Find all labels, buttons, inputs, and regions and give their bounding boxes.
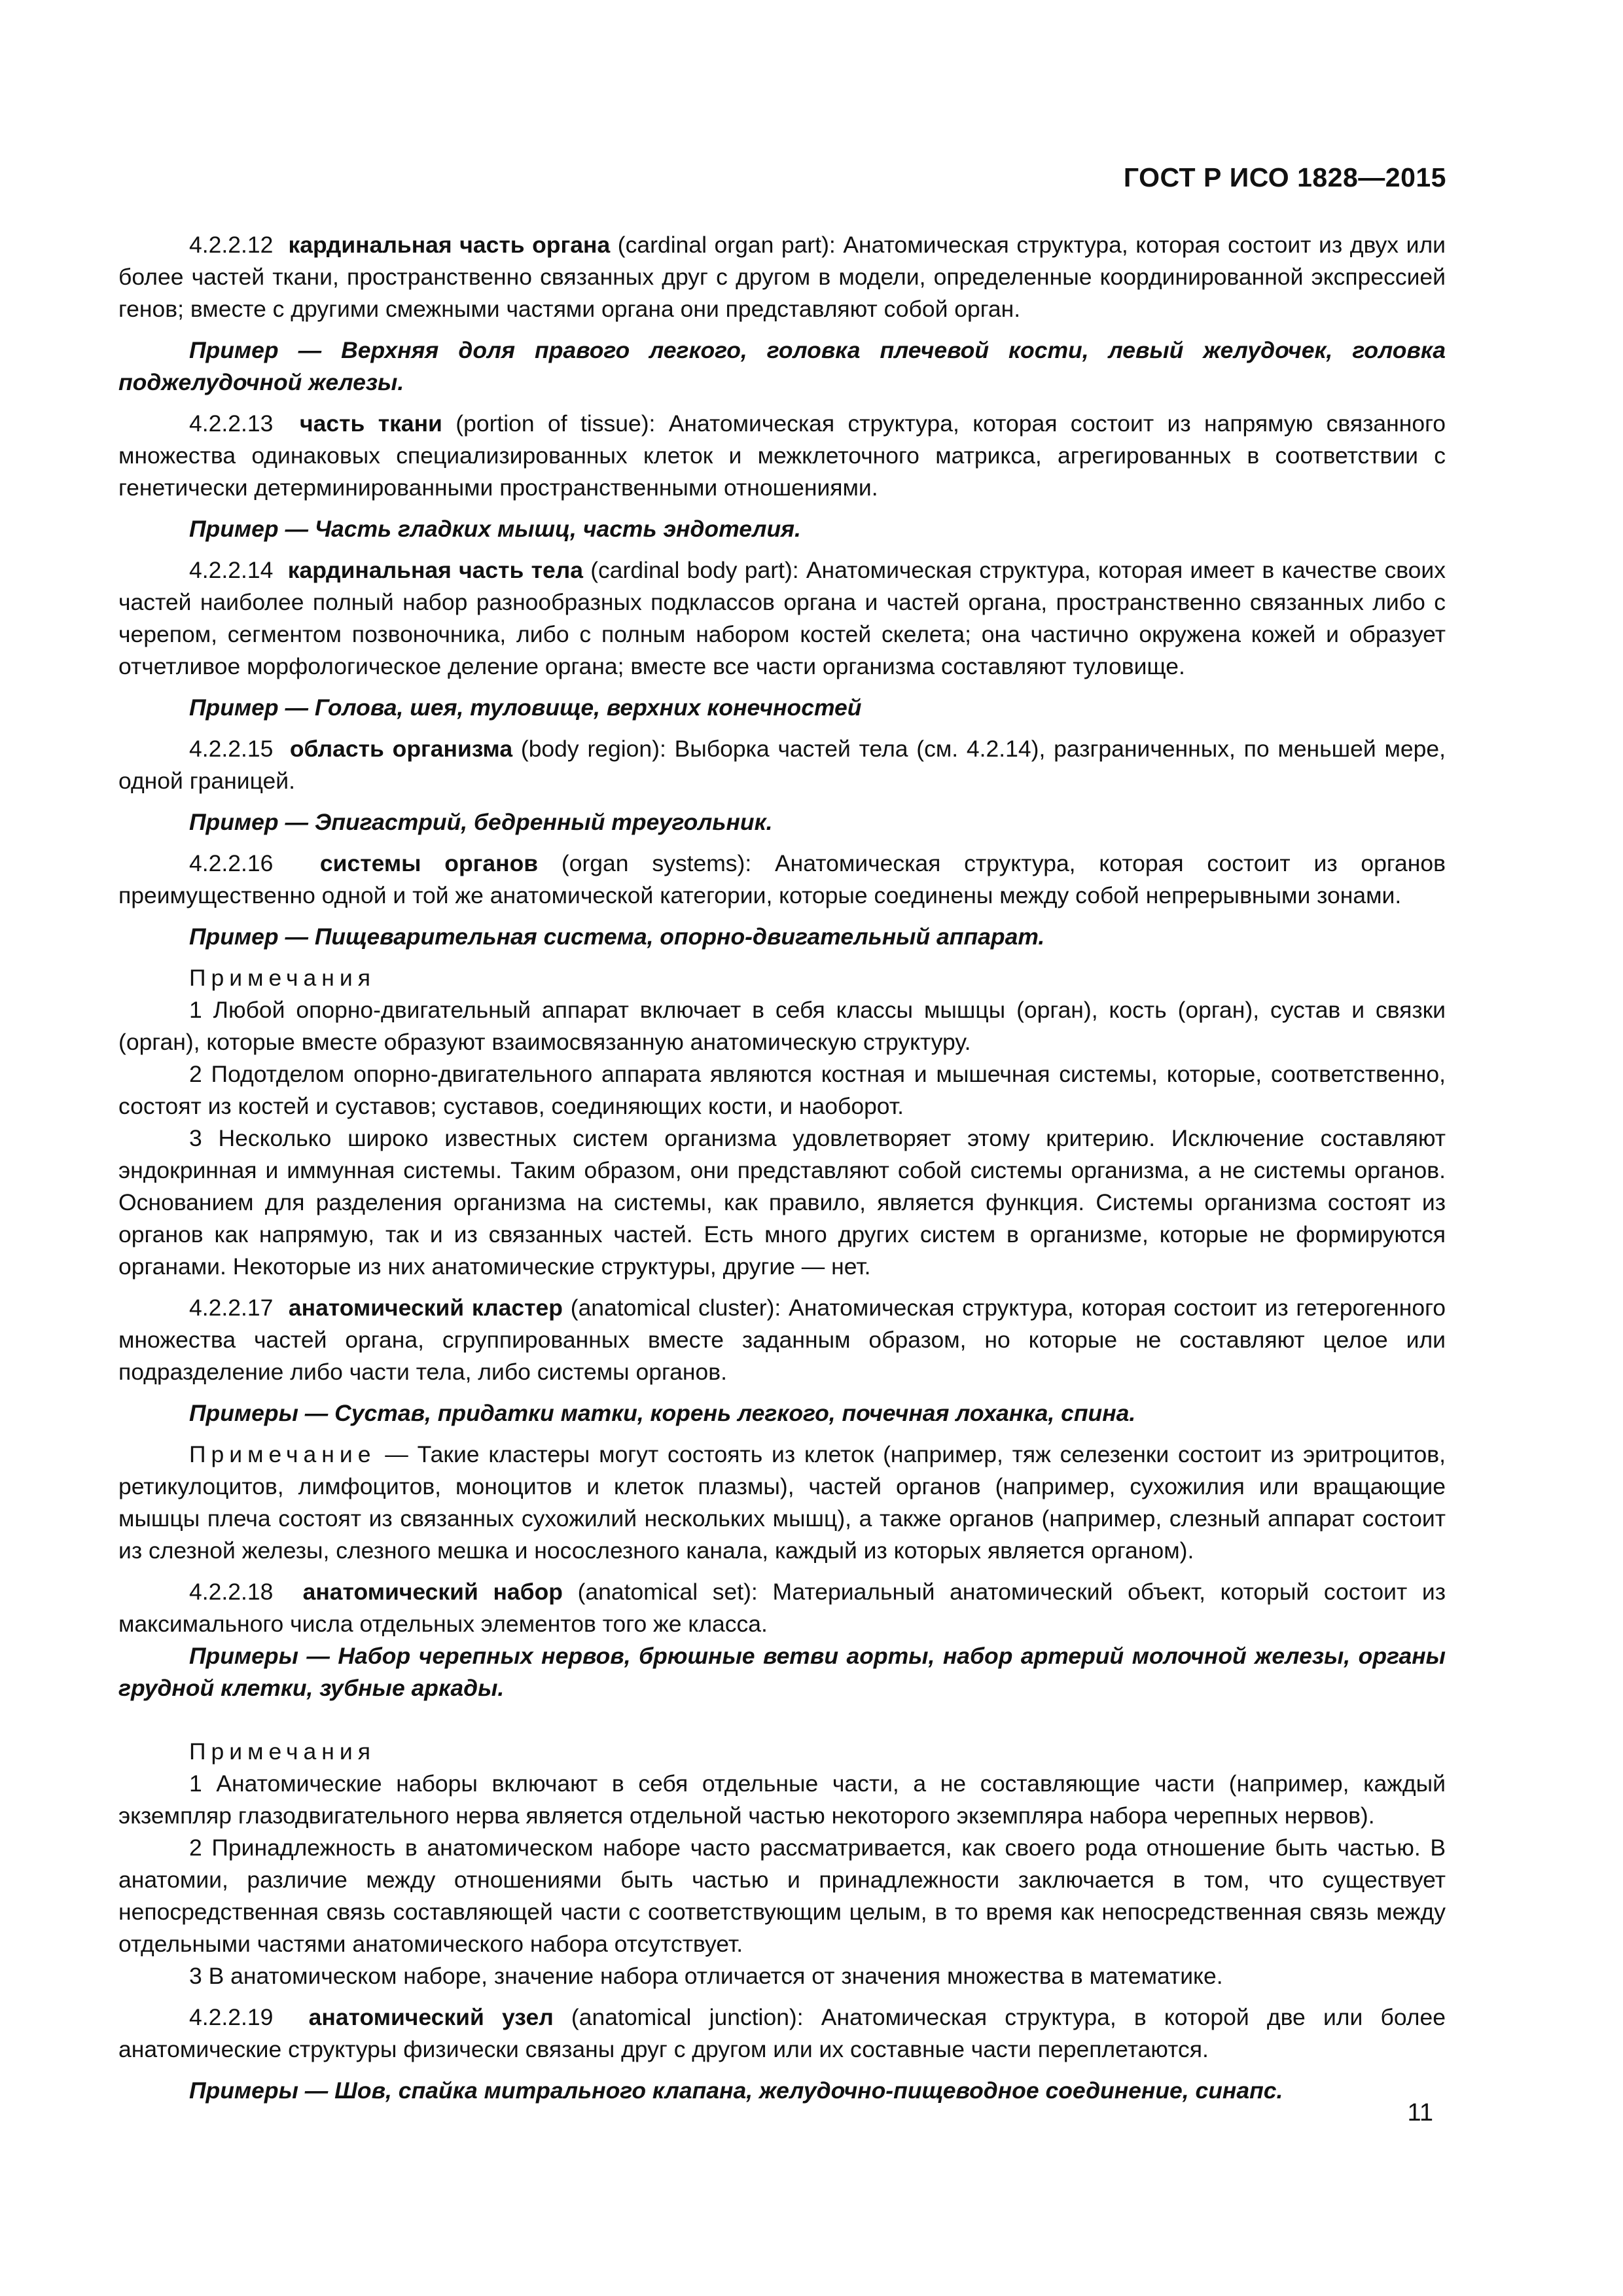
example: Пример — Пищеварительная система, опорно-двигательный аппарат.: [189, 924, 1045, 950]
clause-number: 4.2.2.16: [189, 850, 274, 876]
page-number: 11: [1407, 2099, 1433, 2126]
definition-4-2-2-15: [118, 733, 1446, 797]
clause-number: 4.2.2.13: [189, 410, 274, 437]
example: Пример — Часть гладких мышц, часть эндотелия.: [189, 516, 801, 542]
definition-text: (cardinal body part): Анатомическая структура, которая имеет в качестве своих частей наиболее полный набор разнообразных подклассов органа и частей органа, пространственно связанных либо с черепом, сегментом позвоночника, либо с полным набором костей скелета; она частично окружена кожей и образует отчетливое морфологическое деление органа; вместе все части организма составляют туловище.: [118, 557, 1446, 679]
document-body: [118, 229, 1446, 2107]
document-code: ГОСТ Р ИСО 1828—2015: [1123, 162, 1446, 192]
definition-4-2-2-18: [118, 1576, 1446, 1640]
definition-text: (anatomical junction): Анатомическая структура, в которой две или более анатомические структуры физически связаны друг с другом или их составные части переплетаются.: [118, 2004, 1446, 2062]
definition-text: (anatomical cluster): Анатомическая структура, которая состоит из гетерогенного множества частей органа, сгруппированных вместе заданным образом, но которые не составляют целое или подразделение либо части тела, либо системы органов.: [118, 1295, 1446, 1385]
definition-4-2-2-12: [118, 229, 1446, 325]
clause-number: 4.2.2.17: [189, 1295, 274, 1321]
clause-number: 4.2.2.14: [189, 557, 274, 583]
note-item: 3 В анатомическом наборе, значение набора отличается от значения множества в математике.: [189, 1963, 1223, 1989]
definition-text: (body region): Выборка частей тела (см. 4.2.14), разграниченных, по меньшей мере, одной границей.: [118, 736, 1446, 794]
clause-number: 4.2.2.19: [189, 2004, 274, 2030]
definition-4-2-2-17: [118, 1292, 1446, 1388]
example: Примеры — Набор черепных нервов, брюшные ветви аорты, набор артерий молочной железы, органы грудной клетки, зубные аркады.: [118, 1643, 1446, 1701]
note-item: 1 Любой опорно-двигательный аппарат включает в себя классы мышцы (орган), кость (орган), сустав и связки (орган), которые вместе образуют взаимосвязанную анатомическую структуру.: [118, 997, 1446, 1055]
example: Примеры — Сустав, придатки матки, корень легкого, почечная лоханка, спина.: [189, 1400, 1136, 1426]
term: системы органов: [319, 850, 539, 876]
note-item: 1 Анатомические наборы включают в себя отдельные части, а не составляющие части (например, каждый экземпляр глазодвигательного нерва является отдельной частью некоторого экземпляра набора черепных нервов).: [118, 1770, 1446, 1829]
note-item: 2 Подотделом опорно-двигательного аппарата являются костная и мышечная системы, которые, соответственно, состоят из костей и суставов; суставов, соединяющих кости, и наоборот.: [118, 1061, 1446, 1119]
note-item: 3 Несколько широко известных систем организма удовлетворяет этому критерию. Исключение составляют эндокринная и иммунная системы. Таким образом, они представляют собой системы организма, а не системы органов. Основанием для разделения организма на системы, как правило, является функция. Системы организма состоят из органов как напрямую, так и из связанных частей. Есть много других систем в организме, которые не формируются органами. Некоторые из них анатомические структуры, другие — нет.: [118, 1125, 1446, 1280]
clause-number: 4.2.2.15: [189, 736, 274, 762]
term: часть ткани: [300, 410, 442, 437]
example: Пример — Голова, шея, туловище, верхних конечностей: [189, 694, 862, 721]
term: кардинальная часть тела: [287, 557, 584, 583]
definition-text: (portion of tissue): Анатомическая структура, которая состоит из напрямую связанного множества одинаковых специализированных клеток и межклеточного матрикса, агрегированных в соответствии с генетически детерминированными пространственными отношениями.: [118, 410, 1446, 501]
term: анатомический кластер: [288, 1295, 563, 1321]
note-item: 2 Принадлежность в анатомическом наборе часто рассматривается, как своего рода отношение быть частью. В анатомии, различие между отношениями быть частью и принадлежности заключается в том, что существует непосредственная связь составляющей части с соответствующим целым, в то время как непосредственная связь между отдельными частями анатомического набора отсутствует.: [118, 1835, 1446, 1957]
definition-text: (anatomical set): Материальный анатомический объект, который состоит из максимального числа отдельных элементов того же класса.: [118, 1579, 1446, 1637]
definition-4-2-2-19: [118, 2001, 1446, 2066]
term: кардинальная часть органа: [288, 232, 611, 258]
definition-text: (organ systems): Анатомическая структура, которая состоит из органов преимущественно одной и той же анатомической категории, которые соединены между собой непрерывными зонами.: [118, 850, 1446, 908]
definition-4-2-2-16: [118, 848, 1446, 912]
note: [118, 1439, 1446, 1567]
note-label: Примечание: [189, 1441, 376, 1467]
notes-title: Примечания: [189, 1738, 376, 1765]
term: анатомический набор: [302, 1579, 563, 1605]
example: Пример — Верхняя доля правого легкого, головка плечевой кости, левый желудочек, головка поджелудочной железы.: [118, 337, 1446, 395]
definition-4-2-2-14: [118, 554, 1446, 683]
notes-title: Примечания: [189, 965, 376, 991]
definition-4-2-2-13: [118, 408, 1446, 504]
example: Пример — Эпигастрий, бедренный треугольник.: [189, 809, 773, 835]
term: область организма: [289, 736, 513, 762]
term: анатомический узел: [308, 2004, 554, 2030]
example: Примеры — Шов, спайка митрального клапана, желудочно-пищеводное соединение, синапс.: [189, 2077, 1283, 2104]
clause-number: 4.2.2.12: [189, 232, 274, 258]
note-text: — Такие кластеры могут состоять из клеток (например, тяж селезенки состоит из эритроцитов, ретикулоцитов, лимфоцитов, моноцитов и клеток плазмы), частей органов (например, сухожилия или вращающие мышцы плеча состоят из связанных сухожилий нескольких мышц), а также органов (например, слезный аппарат состоит из слезной железы, слезного мешка и носослезного канала, каждый из которых является органом).: [118, 1441, 1446, 1564]
definition-text: (cardinal organ part): Анатомическая структура, которая состоит из двух или более частей ткани, пространственно связанных друг с другом в модели, определенные координированной экспрессией генов; вместе с другими смежными частями органа они представляют собой орган.: [118, 232, 1446, 322]
clause-number: 4.2.2.18: [189, 1579, 274, 1605]
